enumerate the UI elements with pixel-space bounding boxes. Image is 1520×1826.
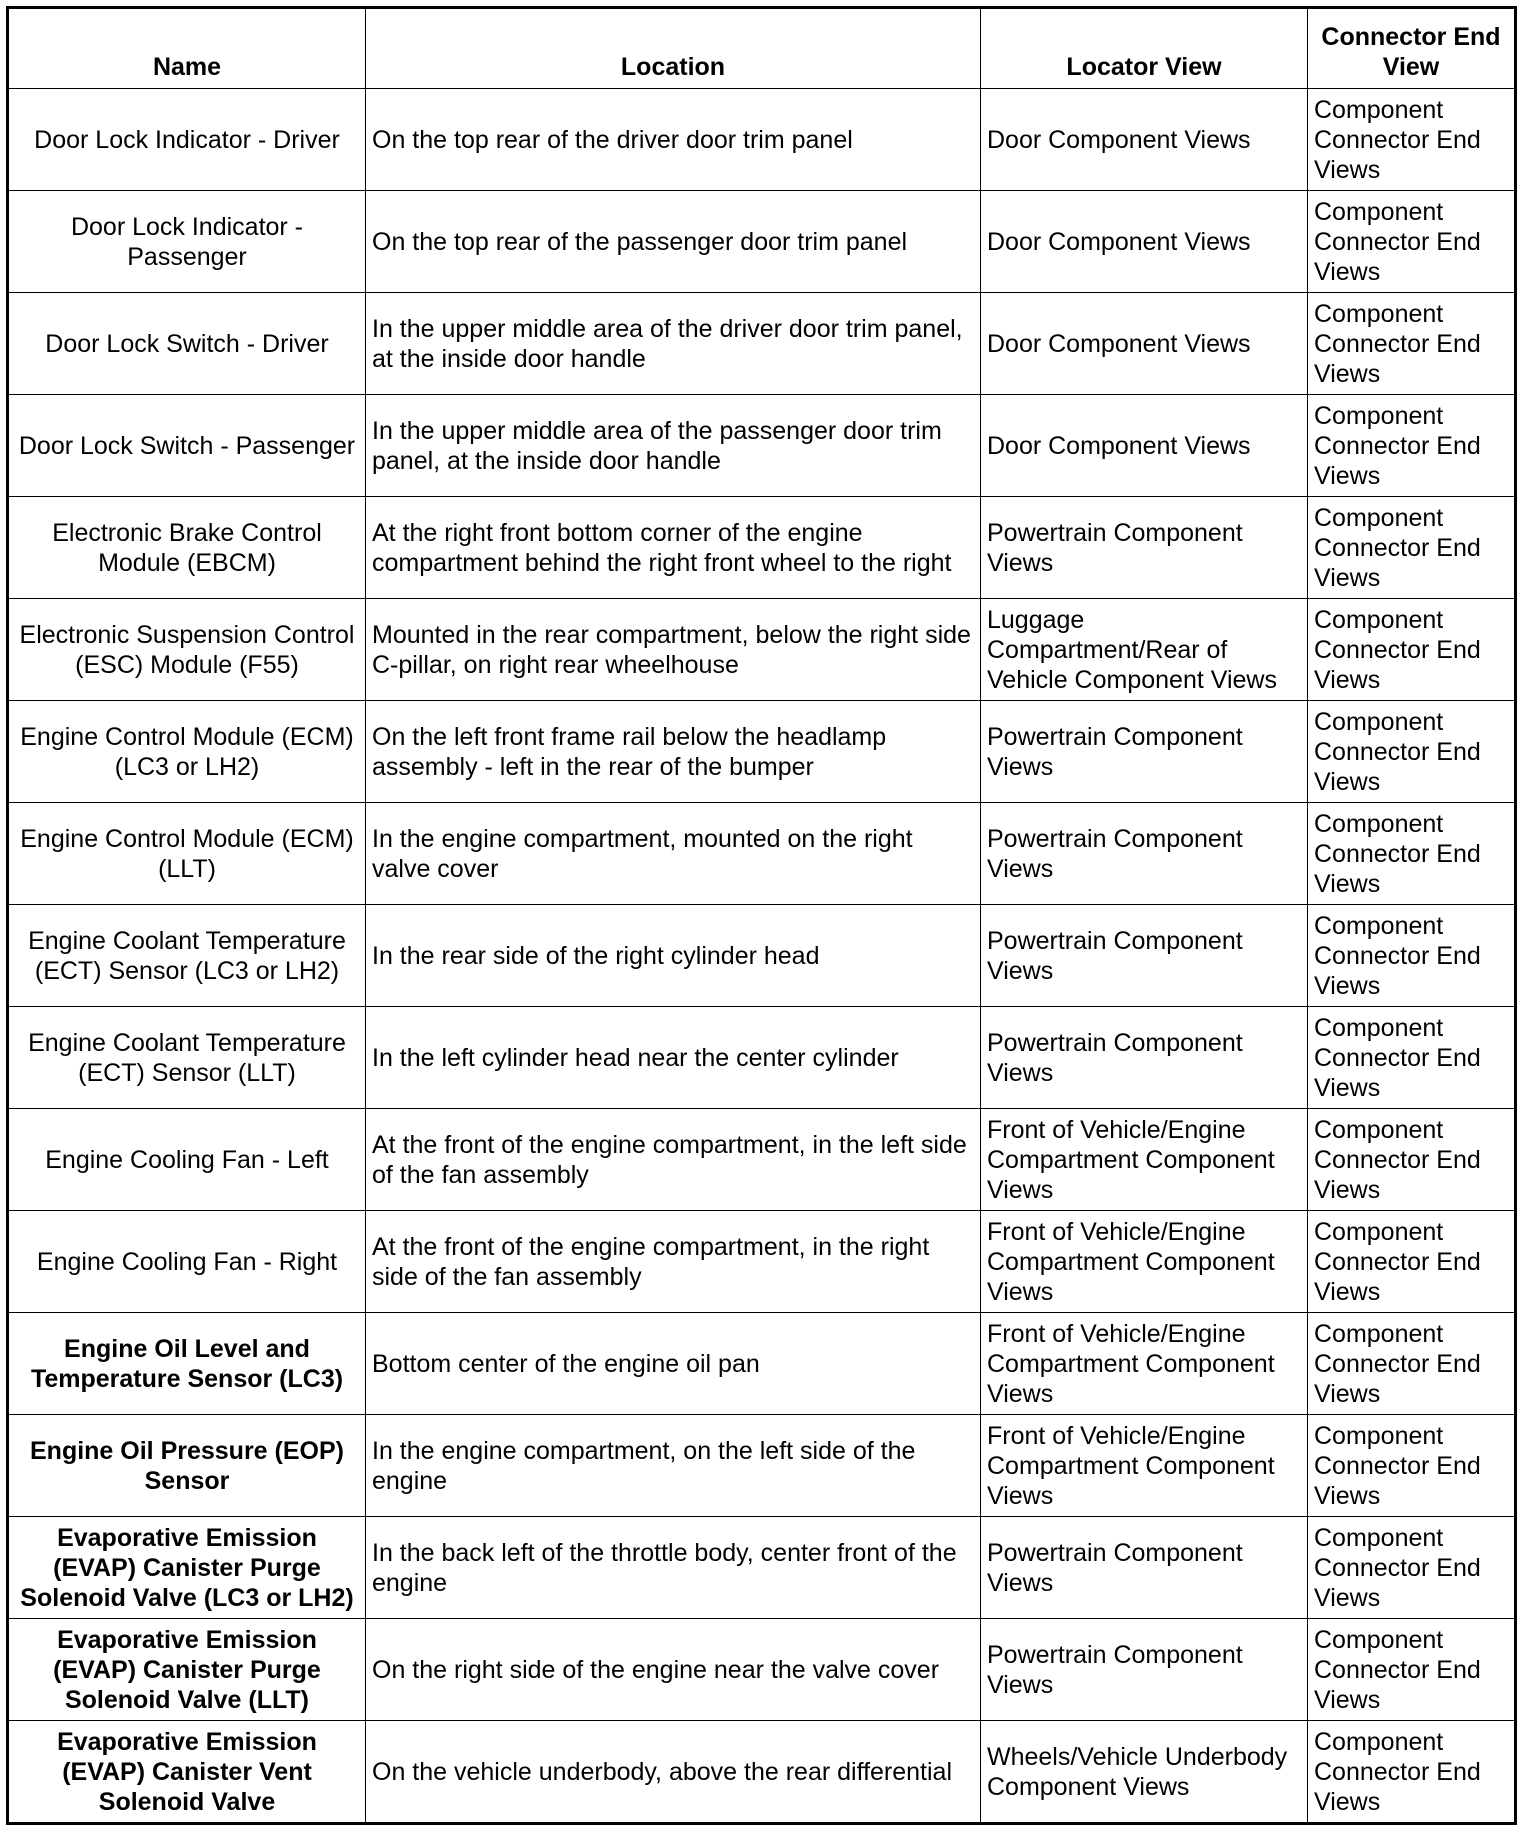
cell-connector-end-view: Component Connector End Views <box>1308 1517 1516 1619</box>
cell-location: On the right side of the engine near the valve cover <box>366 1619 981 1721</box>
cell-name: Engine Control Module (ECM) (LC3 or LH2) <box>8 701 366 803</box>
cell-name: Engine Cooling Fan - Right <box>8 1211 366 1313</box>
cell-location: In the engine compartment, on the left side of the engine <box>366 1415 981 1517</box>
cell-location: In the upper middle area of the passenger door trim panel, at the inside door handle <box>366 395 981 497</box>
table-row <box>8 905 1516 1007</box>
table-row <box>8 1109 1516 1211</box>
cell-connector-end-view: Component Connector End Views <box>1308 1415 1516 1517</box>
cell-connector-end-view: Component Connector End Views <box>1308 497 1516 599</box>
cell-name: Evaporative Emission (EVAP) Canister Purge Solenoid Valve (LC3 or LH2) <box>8 1517 366 1619</box>
cell-name: Engine Oil Level and Temperature Sensor (LC3) <box>8 1313 366 1415</box>
cell-locator-view: Door Component Views <box>981 191 1308 293</box>
cell-locator-view: Front of Vehicle/Engine Compartment Component Views <box>981 1415 1308 1517</box>
cell-connector-end-view: Component Connector End Views <box>1308 599 1516 701</box>
table-row <box>8 89 1516 191</box>
table-row <box>8 1007 1516 1109</box>
cell-name: Engine Oil Pressure (EOP) Sensor <box>8 1415 366 1517</box>
cell-connector-end-view: Component Connector End Views <box>1308 1109 1516 1211</box>
cell-connector-end-view: Component Connector End Views <box>1308 905 1516 1007</box>
cell-connector-end-view: Component Connector End Views <box>1308 1313 1516 1415</box>
cell-locator-view: Powertrain Component Views <box>981 803 1308 905</box>
cell-location: Mounted in the rear compartment, below the right side C-pillar, on right rear wheelhouse <box>366 599 981 701</box>
cell-name: Electronic Suspension Control (ESC) Module (F55) <box>8 599 366 701</box>
cell-name: Electronic Brake Control Module (EBCM) <box>8 497 366 599</box>
cell-location: Bottom center of the engine oil pan <box>366 1313 981 1415</box>
table-row <box>8 293 1516 395</box>
cell-name: Engine Coolant Temperature (ECT) Sensor (LLT) <box>8 1007 366 1109</box>
cell-locator-view: Powertrain Component Views <box>981 701 1308 803</box>
cell-location: In the upper middle area of the driver door trim panel, at the inside door handle <box>366 293 981 395</box>
cell-locator-view: Powertrain Component Views <box>981 497 1308 599</box>
table-row <box>8 599 1516 701</box>
cell-locator-view: Powertrain Component Views <box>981 905 1308 1007</box>
cell-connector-end-view: Component Connector End Views <box>1308 1211 1516 1313</box>
header-row <box>8 8 1516 89</box>
cell-name: Door Lock Indicator - Driver <box>8 89 366 191</box>
cell-name: Engine Coolant Temperature (ECT) Sensor (LC3 or LH2) <box>8 905 366 1007</box>
cell-connector-end-view: Component Connector End Views <box>1308 293 1516 395</box>
cell-locator-view: Door Component Views <box>981 89 1308 191</box>
table-row <box>8 1313 1516 1415</box>
cell-name: Engine Cooling Fan - Left <box>8 1109 366 1211</box>
cell-locator-view: Door Component Views <box>981 293 1308 395</box>
component-locator-table <box>6 6 1517 1825</box>
header-location: Location <box>366 8 981 89</box>
cell-location: On the top rear of the passenger door trim panel <box>366 191 981 293</box>
cell-location: At the front of the engine compartment, in the left side of the fan assembly <box>366 1109 981 1211</box>
header-locator-view: Locator View <box>981 8 1308 89</box>
cell-name: Door Lock Switch - Passenger <box>8 395 366 497</box>
cell-name: Door Lock Indicator - Passenger <box>8 191 366 293</box>
cell-location: In the left cylinder head near the center cylinder <box>366 1007 981 1109</box>
table-header <box>8 8 1516 89</box>
cell-name: Evaporative Emission (EVAP) Canister Vent Solenoid Valve <box>8 1721 366 1824</box>
cell-connector-end-view: Component Connector End Views <box>1308 191 1516 293</box>
cell-locator-view: Front of Vehicle/Engine Compartment Component Views <box>981 1109 1308 1211</box>
cell-location: In the rear side of the right cylinder head <box>366 905 981 1007</box>
table-body <box>8 89 1516 1824</box>
cell-location: In the engine compartment, mounted on the right valve cover <box>366 803 981 905</box>
cell-connector-end-view: Component Connector End Views <box>1308 395 1516 497</box>
table-row <box>8 395 1516 497</box>
table-row <box>8 1517 1516 1619</box>
table-row <box>8 803 1516 905</box>
cell-locator-view: Luggage Compartment/Rear of Vehicle Component Views <box>981 599 1308 701</box>
cell-location: On the top rear of the driver door trim panel <box>366 89 981 191</box>
cell-connector-end-view: Component Connector End Views <box>1308 803 1516 905</box>
cell-locator-view: Powertrain Component Views <box>981 1619 1308 1721</box>
cell-location: In the back left of the throttle body, center front of the engine <box>366 1517 981 1619</box>
cell-location: On the left front frame rail below the headlamp assembly - left in the rear of the bumper <box>366 701 981 803</box>
cell-connector-end-view: Component Connector End Views <box>1308 1007 1516 1109</box>
table-row <box>8 1211 1516 1313</box>
header-name: Name <box>8 8 366 89</box>
table-row <box>8 191 1516 293</box>
cell-locator-view: Powertrain Component Views <box>981 1517 1308 1619</box>
cell-locator-view: Front of Vehicle/Engine Compartment Component Views <box>981 1211 1308 1313</box>
cell-name: Evaporative Emission (EVAP) Canister Purge Solenoid Valve (LLT) <box>8 1619 366 1721</box>
table-row <box>8 497 1516 599</box>
table-row <box>8 701 1516 803</box>
cell-connector-end-view: Component Connector End Views <box>1308 89 1516 191</box>
table-row <box>8 1721 1516 1824</box>
cell-locator-view: Wheels/Vehicle Underbody Component Views <box>981 1721 1308 1824</box>
cell-locator-view: Powertrain Component Views <box>981 1007 1308 1109</box>
header-connector-end-view: Connector End View <box>1308 8 1516 89</box>
cell-name: Door Lock Switch - Driver <box>8 293 366 395</box>
cell-connector-end-view: Component Connector End Views <box>1308 1721 1516 1824</box>
table-row <box>8 1415 1516 1517</box>
cell-locator-view: Front of Vehicle/Engine Compartment Component Views <box>981 1313 1308 1415</box>
cell-location: On the vehicle underbody, above the rear differential <box>366 1721 981 1824</box>
cell-connector-end-view: Component Connector End Views <box>1308 1619 1516 1721</box>
cell-location: At the front of the engine compartment, in the right side of the fan assembly <box>366 1211 981 1313</box>
cell-locator-view: Door Component Views <box>981 395 1308 497</box>
cell-connector-end-view: Component Connector End Views <box>1308 701 1516 803</box>
cell-name: Engine Control Module (ECM) (LLT) <box>8 803 366 905</box>
table-row <box>8 1619 1516 1721</box>
cell-location: At the right front bottom corner of the engine compartment behind the right front wheel to the right <box>366 497 981 599</box>
